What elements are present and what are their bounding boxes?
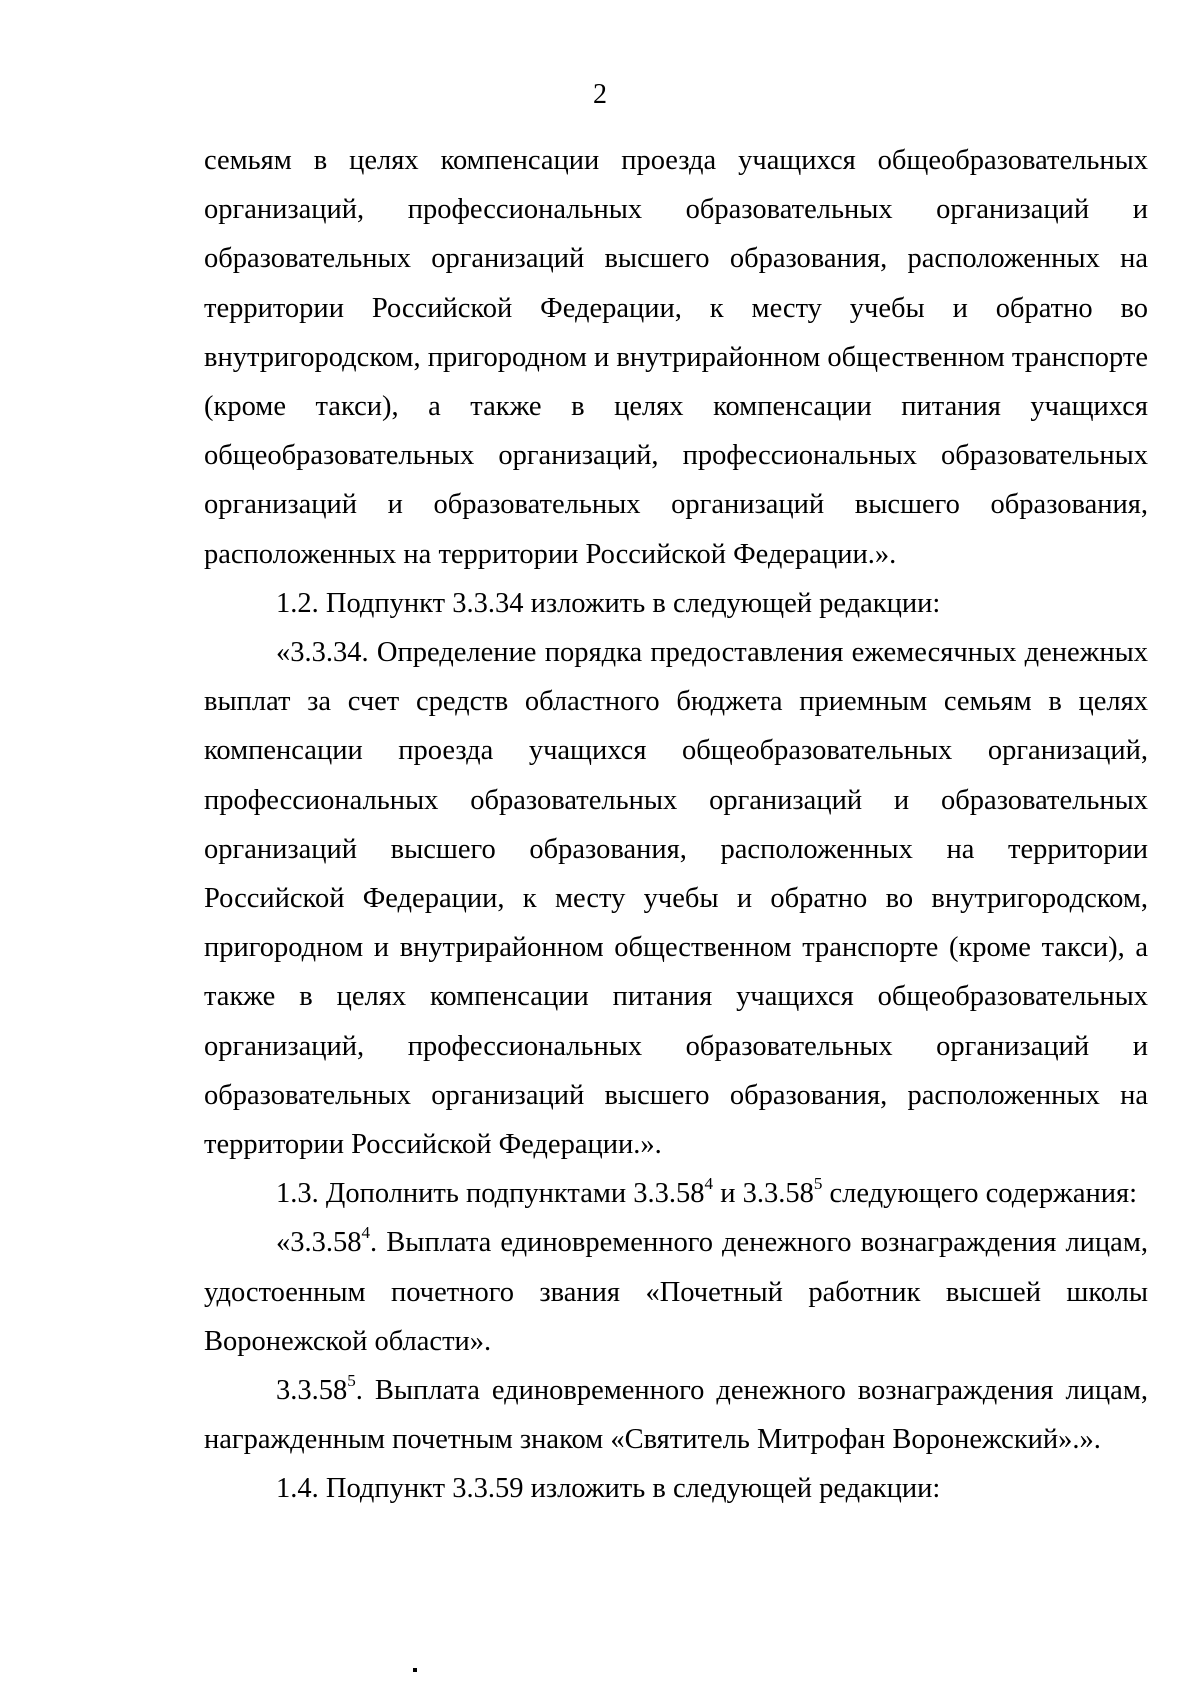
paragraph-3-3-58-5-text-a: 3.3.58 xyxy=(276,1375,348,1407)
paragraph-1-3 xyxy=(204,1169,1148,1218)
paragraph-1-3-text-b: и 3.3.58 xyxy=(713,1178,814,1210)
document-body xyxy=(204,136,1148,1514)
page-number: 2 xyxy=(593,79,607,110)
paragraph-3-3-58-4 xyxy=(204,1218,1148,1366)
superscript-4: 4 xyxy=(361,1223,371,1243)
paragraph-1-3-text-a: 1.3. Дополнить подпунктами 3.3.58 xyxy=(276,1178,705,1210)
paragraph-1-2: 1.2. Подпункт 3.3.34 изложить в следующей редакции: xyxy=(276,587,941,619)
superscript-5: 5 xyxy=(813,1174,823,1194)
paragraph-3-3-58-5 xyxy=(204,1366,1148,1464)
paragraph-1-4: 1.4. Подпункт 3.3.59 изложить в следующей редакции: xyxy=(276,1473,941,1505)
paragraph-1-3-text-c: следующего содержания: xyxy=(822,1178,1138,1210)
superscript-5: 5 xyxy=(347,1371,356,1391)
paragraph-3-3-58-5-text-b: . Выплата единовременного денежного вознаграждения лицам, награжденным почетным знаком «Святитель Митрофан Воронежский».». xyxy=(204,1375,1148,1456)
superscript-4: 4 xyxy=(704,1174,714,1194)
paragraph-3-3-58-4-text-a: «3.3.58 xyxy=(276,1227,362,1259)
paragraph-continuation: семьям в целях компенсации проезда учащихся общеобразовательных организаций, профессиональных образовательных организаций и образовательных организаций высшего образования, расположенных на территории Российской Федерации, к месту учебы и обратно во внутригородском, пригородном и внутрирайонном общественном транспорте (кроме такси), а также в целях компенсации питания учащихся общеобразовательных организаций, профессиональных образовательных организаций и образовательных организаций высшего образования, расположенных на территории Российской Федерации.». xyxy=(204,145,1148,570)
paragraph-3-3-34: «3.3.34. Определение порядка предоставления ежемесячных денежных выплат за счет средств областного бюджета приемным семьям в целях компенсации проезда учащихся общеобразовательных организаций, профессиональных образовательных организаций и образовательных организаций высшего образования, расположенных на территории Российской Федерации, к месту учебы и обратно во внутригородском, пригородном и внутрирайонном общественном транспорте (кроме такси), а также в целях компенсации питания учащихся общеобразовательных организаций, профессиональных образовательных организаций и образовательных организаций высшего образования, расположенных на территории Российской Федерации.». xyxy=(204,637,1148,1161)
paragraph-3-3-58-4-text-b: . Выплата единовременного денежного вознаграждения лицам, удостоенным почетного звания «Почетный работник высшей школы Воронежской области». xyxy=(204,1227,1148,1357)
scan-dot xyxy=(413,1668,417,1672)
